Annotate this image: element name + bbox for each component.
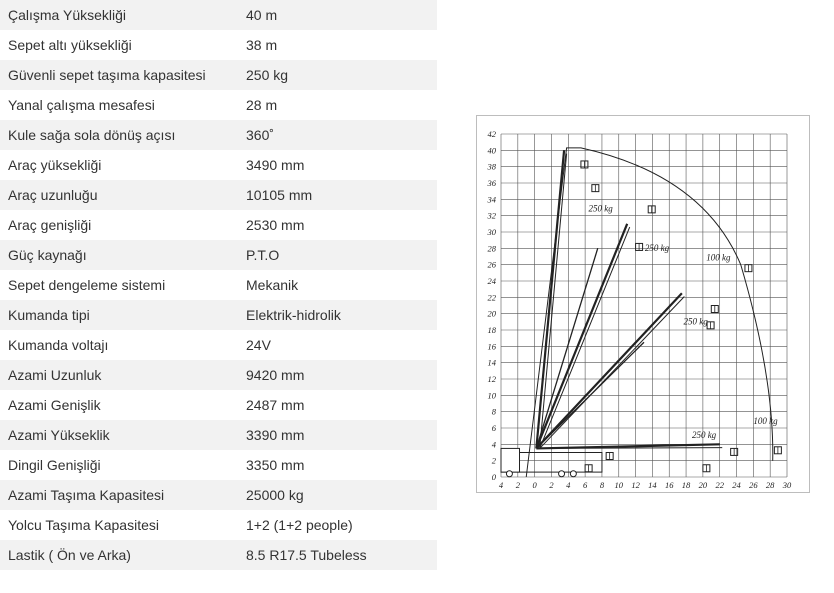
spec-label: Kumanda voltajı	[0, 330, 238, 360]
x-tick-label: 24	[732, 480, 741, 490]
spec-label: Araç genişliği	[0, 210, 238, 240]
spec-value: Mekanik	[238, 270, 437, 300]
truck-cab	[501, 448, 520, 472]
spec-label: Sepet altı yüksekliği	[0, 30, 238, 60]
x-tick-label: 26	[749, 480, 758, 490]
spec-value: 360˚	[238, 120, 437, 150]
spec-row	[0, 120, 437, 150]
y-tick-label: 36	[487, 178, 496, 188]
capacity-label: 250 kg	[644, 242, 670, 253]
spec-row	[0, 510, 437, 540]
spec-label: Dingil Genişliği	[0, 450, 238, 480]
spec-row	[0, 420, 437, 450]
spec-value: 3350 mm	[238, 450, 437, 480]
spec-label: Azami Uzunluk	[0, 360, 238, 390]
y-tick-label: 10	[487, 390, 496, 401]
spec-label: Kumanda tipi	[0, 300, 238, 330]
spec-value: 250 kg	[238, 60, 437, 90]
spec-row	[0, 30, 437, 60]
spec-value: 3490 mm	[238, 150, 437, 180]
spec-value: 2487 mm	[238, 390, 437, 420]
y-tick-label: 38	[487, 161, 496, 172]
x-tick-label: 6	[582, 480, 588, 490]
y-tick-label: 14	[487, 357, 496, 368]
spec-row	[0, 330, 437, 360]
y-tick-label: 20	[487, 308, 496, 319]
spec-value: Elektrik-hidrolik	[238, 300, 437, 330]
spec-row	[0, 180, 437, 210]
spec-value: 10105 mm	[238, 180, 437, 210]
spec-label: Araç yüksekliği	[0, 150, 238, 180]
spec-row	[0, 150, 437, 180]
spec-value: 9420 mm	[238, 360, 437, 390]
spec-label: Azami Genişlik	[0, 390, 238, 420]
spec-label: Azami Taşıma Kapasitesi	[0, 480, 238, 510]
spec-row	[0, 60, 437, 90]
spec-label: Kule sağa sola dönüş açısı	[0, 120, 238, 150]
spec-value: 8.5 R17.5 Tubeless	[238, 540, 437, 570]
y-tick-label: 2	[491, 455, 496, 466]
spec-row	[0, 480, 437, 510]
boom-outline	[540, 297, 685, 449]
spec-value: 24V	[238, 330, 437, 360]
spec-value: P.T.O	[238, 240, 437, 270]
spec-value: 2530 mm	[238, 210, 437, 240]
y-tick-label: 16	[487, 341, 496, 352]
y-tick-label: 32	[487, 210, 496, 221]
y-tick-label: 12	[487, 374, 496, 384]
spec-label: Güvenli sepet taşıma kapasitesi	[0, 60, 238, 90]
x-tick-label: 14	[648, 480, 657, 490]
capacity-label: 250 kg	[683, 316, 708, 327]
spec-label: Güç kaynağı	[0, 240, 238, 270]
x-tick-label: 30	[782, 480, 792, 490]
spec-label: Sepet dengeleme sistemi	[0, 270, 238, 300]
spec-label: Çalışma Yüksekliği	[0, 0, 238, 30]
boom-section	[536, 293, 682, 448]
capacity-label: 250 kg	[691, 429, 717, 440]
x-tick-label: 16	[664, 480, 674, 490]
spec-value: 25000 kg	[238, 480, 437, 510]
y-tick-label: 42	[487, 129, 496, 139]
spec-row	[0, 300, 437, 330]
y-tick-label: 28	[487, 243, 496, 254]
x-tick-label: 8	[599, 480, 605, 490]
spec-label: Yanal çalışma mesafesi	[0, 90, 238, 120]
spec-value: 1+2 (1+2 people)	[238, 510, 437, 540]
spec-row	[0, 210, 437, 240]
spec-value: 28 m	[238, 90, 437, 120]
spec-row	[0, 540, 437, 570]
x-tick-label: 12	[631, 480, 640, 490]
truck-wheel	[570, 471, 576, 477]
x-tick-label: 2	[549, 480, 554, 490]
y-tick-label: 40	[487, 145, 496, 156]
y-tick-label: 18	[487, 325, 496, 335]
working-envelope	[526, 148, 773, 477]
x-tick-label: 4	[566, 480, 571, 490]
spec-label: Yolcu Taşıma Kapasitesi	[0, 510, 238, 540]
spec-row	[0, 390, 437, 420]
truck-wheel	[506, 471, 512, 477]
spec-row	[0, 450, 437, 480]
y-tick-label: 22	[487, 292, 496, 303]
truck-wheel	[559, 471, 565, 477]
spec-row	[0, 270, 437, 300]
y-tick-label: 6	[491, 423, 496, 433]
capacity-label: 100 kg	[753, 415, 778, 426]
y-tick-label: 4	[491, 439, 496, 450]
x-tick-label: 20	[698, 480, 708, 490]
x-tick-label: 28	[765, 480, 775, 490]
spec-row	[0, 90, 437, 120]
x-tick-label: 10	[614, 480, 624, 490]
spec-value: 40 m	[238, 0, 437, 30]
working-range-chart	[477, 116, 809, 492]
y-tick-label: 30	[487, 227, 496, 237]
spec-row	[0, 360, 437, 390]
spec-value: 3390 mm	[238, 420, 437, 450]
x-tick-label: 4	[498, 480, 504, 490]
x-tick-label: 2	[515, 480, 520, 490]
x-tick-label: 0	[532, 480, 537, 490]
spec-value: 38 m	[238, 30, 437, 60]
spec-label: Araç uzunluğu	[0, 180, 238, 210]
spec-label: Azami Yükseklik	[0, 420, 238, 450]
x-tick-label: 22	[715, 480, 724, 490]
capacity-label: 100 kg	[706, 252, 731, 263]
y-tick-label: 26	[487, 259, 496, 270]
working-range-diagram	[476, 115, 810, 493]
y-tick-label: 0	[491, 472, 496, 482]
spec-row	[0, 240, 437, 270]
y-tick-label: 34	[487, 194, 496, 205]
y-tick-label: 8	[491, 406, 496, 417]
capacity-label: 250 kg	[588, 203, 613, 214]
x-tick-label: 18	[681, 480, 691, 490]
spec-label: Lastik ( Ön ve Arka)	[0, 540, 238, 570]
y-tick-label: 24	[487, 276, 496, 286]
spec-row	[0, 0, 437, 30]
